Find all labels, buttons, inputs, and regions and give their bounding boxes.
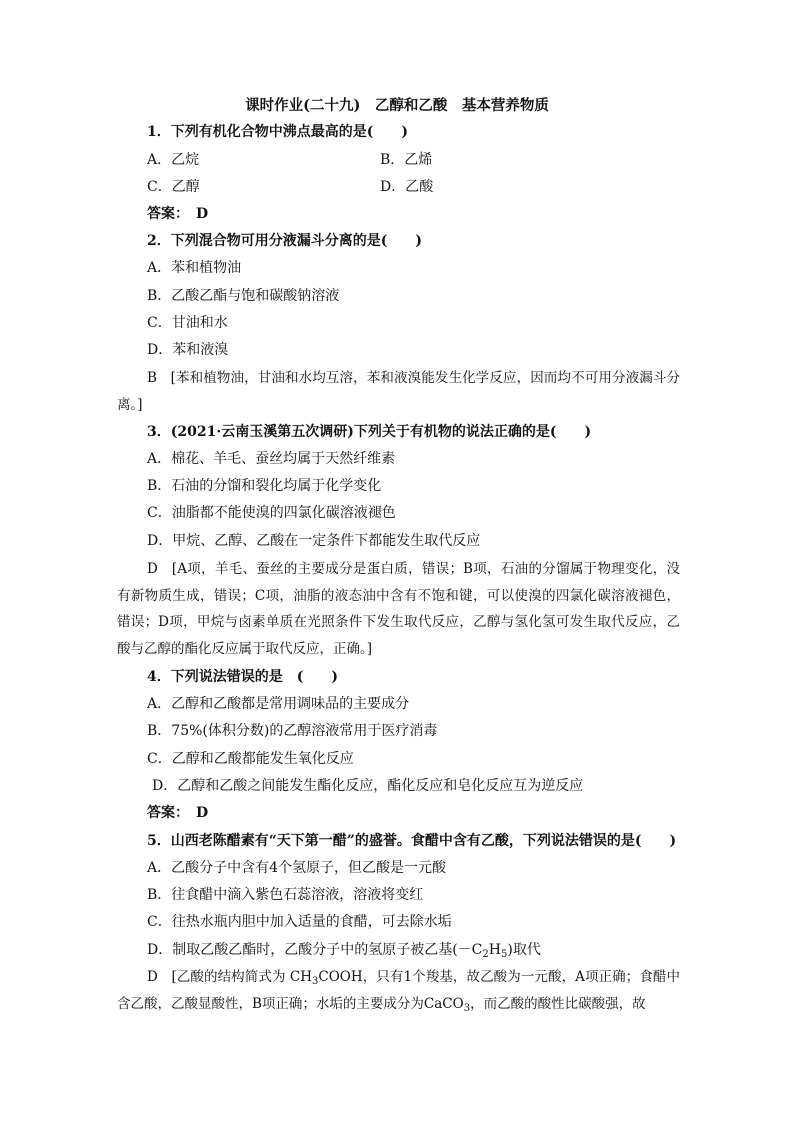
question-1-options-row1	[147, 150, 677, 170]
q1-answer: 答案： D	[147, 206, 209, 222]
q5-explanation-text-1: D [乙酸的结构简式为 CH	[147, 969, 313, 985]
q4-option-b: B．75%(体积分数)的乙醇溶液常用于医疗消毒	[147, 723, 438, 739]
q5-option-d-sub-1: 2	[482, 949, 489, 960]
q1-option-c: C．乙醇	[147, 179, 200, 195]
q2-option-c: C．甘油和水	[147, 315, 228, 331]
q5-option-b: B．往食醋中滴入紫色石蕊溶液，溶液将变红	[147, 887, 424, 903]
q1-option-b: B．乙烯	[380, 152, 433, 168]
q2-option-b: B．乙酸乙酯与饱和碳酸钠溶液	[147, 288, 340, 304]
q3-option-b: B．石油的分馏和裂化均属于化学变化	[147, 478, 382, 494]
q5-option-c: C．往热水瓶内胆中加入适量的食醋，可去除水垢	[147, 914, 452, 930]
question-5-stem: 5．山西老陈醋素有“天下第一醋”的盛誉。食醋中含有乙酸，下列说法错误的是( )	[147, 833, 677, 849]
q5-explanation	[117, 964, 680, 1017]
q5-explanation-text-3: ，而乙酸的酸性比碳酸强，故	[470, 995, 646, 1012]
q4-option-a: A．乙醇和乙酸都是常用调味品的主要成分	[147, 696, 410, 712]
q1-option-a: A．乙烷	[147, 152, 200, 168]
q5-explanation-sub-1: 3	[312, 976, 319, 987]
q4-answer: 答案： D	[147, 805, 209, 821]
q5-option-d-sub-2: 5	[501, 949, 508, 960]
q2-option-a: A．苯和植物油	[147, 260, 242, 276]
q5-option-d	[147, 940, 677, 960]
q1-option-d: D．乙酸	[380, 179, 434, 195]
question-1-options-row2	[147, 177, 677, 197]
q5-option-a: A．乙酸分子中含有4个氢原子，但乙酸是一元酸	[147, 860, 447, 876]
question-2-stem: 2．下列混合物可用分液漏斗分离的是( )	[147, 233, 422, 249]
q3-option-c: C．油脂都不能使溴的四氯化碳溶液褪色	[147, 505, 396, 521]
page-title: 课时作业(二十九) 乙醇和乙酸 基本营养物质	[245, 97, 549, 114]
q5-explanation-text-2: COOH，只有1个羧基，故乙酸为一元酸，A项正确；食醋中含乙酸，乙酸显酸性，B项正确；水垢的主要成分为CaCO	[117, 969, 681, 1012]
question-3-stem: 3．(2021·云南玉溪第五次调研)下列关于有机物的说法正确的是( )	[147, 424, 592, 440]
q4-option-c: C．乙醇和乙酸都能发生氧化反应	[147, 751, 354, 767]
q2-option-d: D．苯和液溴	[147, 342, 229, 358]
q5-option-d-text-3: )取代	[507, 942, 541, 958]
q5-explanation-sub-2: 3	[463, 1002, 471, 1014]
q5-option-d-text-2: H	[488, 942, 501, 958]
q3-option-a: A．棉花、羊毛、蚕丝均属于天然纤维素	[147, 451, 396, 467]
q4-option-d: D．乙醇和乙酸之间能发生酯化反应，酯化反应和皂化反应互为逆反应	[152, 778, 584, 794]
question-1-stem: 1．下列有机化合物中沸点最高的是( )	[147, 124, 408, 140]
q3-explanation: D [A项，羊毛、蚕丝的主要成分是蛋白质，错误；B项，石油的分馏属于物理变化，没有新物质生成，错误；C项，油脂的液态油中含有不饱和键，可以使溴的四氯化碳溶液褪色，错误；D项，甲烷与卤素单质在光照条件下发生取代反应，乙醇与氢化氢可发生取代反应，乙酸与乙醇的酯化反应属于取代反应，正确。]	[117, 561, 680, 657]
q5-option-d-text-1: D．制取乙酸乙酯时，乙酸分子中的氢原子被乙基(－C	[147, 942, 483, 958]
q2-explanation: B [苯和植物油，甘油和水均互溶，苯和液溴能发生化学反应，因而均不可用分液漏斗分离。]	[117, 370, 680, 413]
question-4-stem: 4．下列说法错误的是 ( )	[147, 669, 338, 685]
q3-option-d: D．甲烷、乙醇、乙酸在一定条件下都能发生取代反应	[147, 533, 481, 549]
